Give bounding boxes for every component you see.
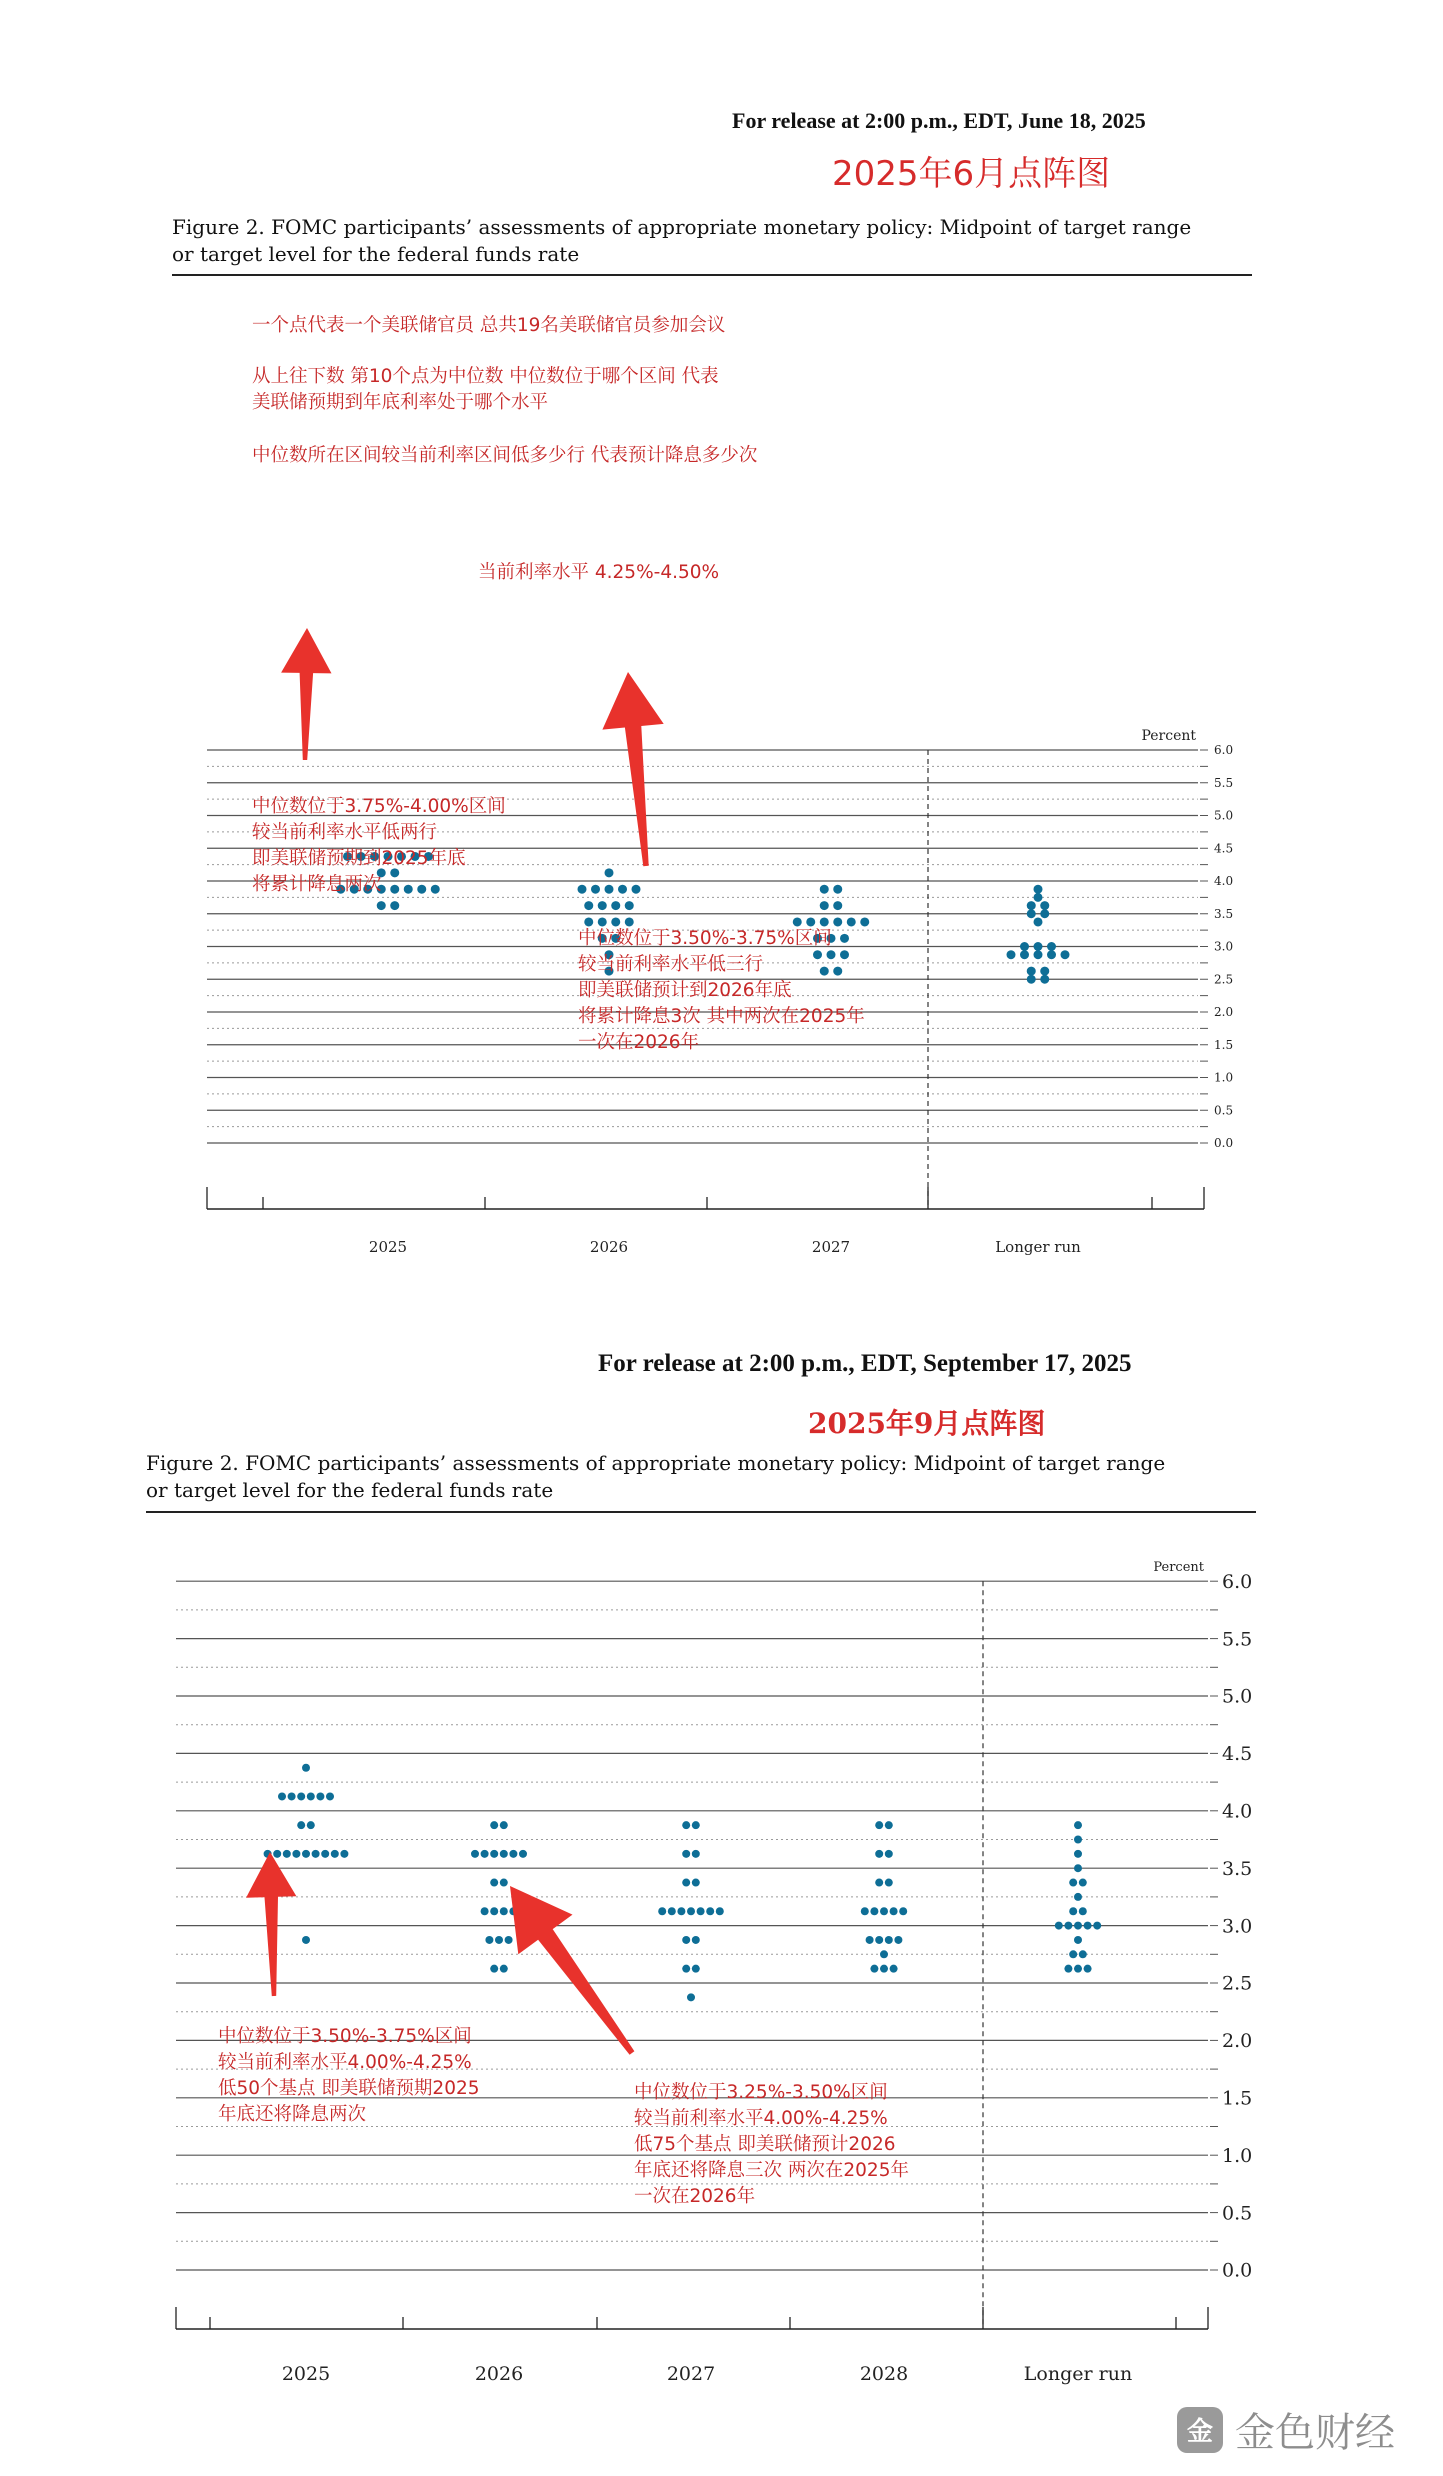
dot-plot-point [890,1907,898,1915]
dot-plot-point [321,1850,329,1858]
dot-plot-point [875,1850,883,1858]
x-category-label: 2027 [811,1238,851,1256]
dot-plot-point [302,1850,310,1858]
dot-plot-point [390,901,399,910]
dot-plot-point [880,1965,888,1973]
sep-left-annotation-line: 中位数位于3.50%-3.75%区间 [218,2026,472,2047]
dot-plot-point [611,901,620,910]
percent-label: Percent [1141,728,1196,744]
dot-plot-point [605,868,614,877]
dot-plot-point [1061,950,1070,959]
dot-plot-point [490,1907,498,1915]
june-top-annotation-4: 中位数所在区间较当前利率区间低多少行 代表预计降息多少次 [252,445,758,466]
dot-plot-point [1074,1965,1082,1973]
dot-plot-point [861,1907,869,1915]
dot-plot-point [273,1850,281,1858]
dot-plot-point [312,1850,320,1858]
sep-caption-line2: or target level for the federal funds rate [146,1478,554,1502]
sep-left-annotation-line: 较当前利率水平4.00%-4.25% [218,2052,472,2073]
y-tick-label: 0.0 [1214,1136,1234,1151]
june-mid-annotation-line: 将累计降息3次 其中两次在2025年 [578,1006,865,1027]
dot-plot-point [1034,942,1043,951]
dot-plot-point [307,1821,315,1829]
y-tick-label: 4.0 [1222,1800,1253,1823]
dot-plot-point [687,1993,695,2001]
dot-plot-point [1079,1907,1087,1915]
dot-plot-point [880,1950,888,1958]
dot-plot-point [297,1792,305,1800]
dot-plot-point [866,1936,874,1944]
dot-plot-point [485,1936,493,1944]
y-tick-label: 5.5 [1214,775,1234,790]
dot-plot-point [687,1907,695,1915]
y-tick-label: 6.0 [1214,743,1234,758]
dot-plot-point [481,1850,489,1858]
dot-plot-point [697,1907,705,1915]
sep-dot-plot [0,1520,1443,2450]
dot-plot-point [1069,1950,1077,1958]
dot-plot-point [682,1936,690,1944]
sep-mid-annotation-line: 中位数位于3.25%-3.50%区间 [634,2082,888,2103]
dot-plot-point [326,1792,334,1800]
dot-plot-point [706,1907,714,1915]
dot-plot-point [283,1850,291,1858]
dot-plot-point [692,1821,700,1829]
sep-release-line: For release at 2:00 p.m., EDT, September 17, 2025 [598,1350,1132,1377]
june-red-title: 2025年6月点阵图 [832,154,1111,194]
dot-plot-point [495,1936,503,1944]
june-left-annotation-line: 即美联储预期到2025年底 [252,848,466,869]
x-category-label: 2025 [368,1238,408,1256]
y-tick-label: 3.0 [1222,1915,1253,1938]
x-category-label: Longer run [995,1238,1081,1256]
x-category-label: 2027 [666,2363,716,2385]
y-tick-label: 0.5 [1214,1103,1234,1118]
dot-plot-point [880,1907,888,1915]
june-release-line: For release at 2:00 p.m., EDT, June 18, 2025 [732,108,1146,133]
dot-plot-point [591,885,600,894]
y-tick-label: 5.0 [1214,808,1234,823]
dot-plot-point [833,885,842,894]
june-current-rate-annotation: 当前利率水平 4.25%-4.50% [478,562,720,583]
sep-mid-annotation-line: 一次在2026年 [634,2186,756,2207]
dot-plot-point [682,1850,690,1858]
dot-plot-point [519,1850,527,1858]
dot-plot-point [307,1792,315,1800]
dot-plot-point [1084,1922,1092,1930]
dot-plot-point [302,1936,310,1944]
sep-figure-caption [146,1450,1256,1504]
dot-plot-point [692,1879,700,1887]
dot-plot-point [716,1907,724,1915]
x-category-label: 2026 [474,2363,524,2385]
y-tick-label: 2.5 [1222,1972,1253,1995]
june-mid-annotation-line: 较当前利率水平低三行 [578,954,764,975]
dot-plot-point [1040,967,1049,976]
x-category-label: 2026 [589,1238,629,1256]
dot-plot-point [331,1850,339,1858]
watermark-logo-icon: 金 [1177,2407,1223,2453]
dot-plot-point [1027,967,1036,976]
dot-plot-point [377,901,386,910]
dot-plot-point [481,1907,489,1915]
dot-plot-point [490,1879,498,1887]
sep-mid-annotation-line: 年底还将降息三次 两次在2025年 [634,2160,909,2181]
dot-plot-point [677,1907,685,1915]
dot-plot-point [870,1965,878,1973]
y-tick-label: 2.0 [1214,1005,1234,1020]
dot-plot-point [682,1879,690,1887]
dot-plot-point [870,1907,878,1915]
dot-plot-point [288,1792,296,1800]
dot-plot-point [1040,909,1049,918]
sep-mid-annotation [634,2080,909,2210]
y-tick-label: 1.0 [1222,2144,1253,2167]
y-tick-label: 0.0 [1222,2259,1253,2282]
dot-plot-point [1027,975,1036,984]
dot-plot-point [278,1792,286,1800]
dot-plot-point [820,901,829,910]
june-top-annotation-1: 一个点代表一个美联储官员 总共19名美联储官员参加会议 [252,315,726,336]
june-caption-line1: Figure 2. FOMC participants’ assessments of appropriate monetary policy: Midpoint of target range [172,215,1192,239]
dot-plot-point [500,1965,508,1973]
dot-plot-point [1007,950,1016,959]
dot-plot-point [316,1792,324,1800]
dot-plot-point [833,901,842,910]
y-tick-label: 2.0 [1222,2030,1253,2053]
dot-plot-point [584,901,593,910]
dot-plot-point [1040,901,1049,910]
dot-plot-point [1020,942,1029,951]
y-tick-label: 0.5 [1222,2202,1253,2225]
sep-left-annotation-line: 年底还将降息两次 [218,2104,367,2125]
dot-plot-point [1047,950,1056,959]
dot-plot-point [509,1850,517,1858]
sep-caption-rule [146,1511,1256,1513]
dot-plot-point [1055,1922,1063,1930]
dot-plot-point [500,1850,508,1858]
dot-plot-point [1084,1965,1092,1973]
dot-plot-point [885,1821,893,1829]
y-tick-label: 5.0 [1222,1685,1253,1708]
dot-plot-point [340,1850,348,1858]
dot-plot-point [658,1907,666,1915]
dot-plot-point [1027,901,1036,910]
sep-red-title: 2025年9月点阵图 [808,1407,1046,1440]
dot-plot-point [1034,917,1043,926]
june-mid-annotation-line: 即美联储预计到2026年底 [578,980,792,1001]
dot-plot-point [1074,1821,1082,1829]
y-tick-label: 3.0 [1214,939,1234,954]
dot-plot-point [894,1936,902,1944]
dot-plot-point [820,885,829,894]
dot-plot-point [490,1850,498,1858]
dot-plot-point [682,1821,690,1829]
y-tick-label: 3.5 [1222,1857,1253,1880]
sep-caption-line1: Figure 2. FOMC participants’ assessments of appropriate monetary policy: Midpoint of target range [146,1451,1166,1475]
y-tick-label: 4.0 [1214,874,1234,889]
y-tick-label: 6.0 [1222,1570,1253,1593]
y-tick-label: 2.5 [1214,972,1234,987]
dot-plot-point [1034,885,1043,894]
dot-plot-point [618,885,627,894]
dot-plot-point [1034,950,1043,959]
dot-plot-point [598,901,607,910]
dot-plot-point [1074,1850,1082,1858]
dot-plot-point [490,1821,498,1829]
dot-plot-point [1074,1922,1082,1930]
dot-plot-point [490,1965,498,1973]
dot-plot-point [1069,1879,1077,1887]
dot-plot-point [302,1764,310,1772]
y-tick-label: 4.5 [1214,841,1234,856]
dot-plot-point [500,1879,508,1887]
dot-plot-point [1074,1893,1082,1901]
sep-left-annotation-line: 低50个基点 即美联储预期2025 [218,2078,480,2099]
june-left-annotation-line: 中位数位于3.75%-4.00%区间 [252,796,506,817]
percent-label: Percent [1153,1560,1204,1576]
dot-plot-point [1093,1922,1101,1930]
dot-plot-point [505,1936,513,1944]
june-left-annotation-line: 较当前利率水平低两行 [252,822,438,843]
june-mid-arrow-icon [602,672,663,866]
watermark [1177,2401,1395,2458]
x-category-label: 2028 [859,2363,909,2385]
dot-plot-point [1069,1907,1077,1915]
x-category-label: Longer run [1023,2363,1133,2385]
dot-plot-point [692,1850,700,1858]
dot-plot-point [297,1821,305,1829]
dot-plot-point [1040,975,1049,984]
y-tick-label: 1.0 [1214,1070,1234,1085]
dot-plot-point [292,1850,300,1858]
june-mid-annotation-line: 中位数位于3.50%-3.75%区间 [578,928,832,949]
dot-plot-point [1074,1936,1082,1944]
june-left-annotation-line: 将累计降息两次 [252,874,382,895]
dot-plot-point [1047,942,1056,951]
dot-plot-point [1064,1965,1072,1973]
june-top-annotation-2: 从上往下数 第10个点为中位数 中位数位于哪个区间 代表 [252,366,719,387]
dot-plot-point [605,885,614,894]
dot-plot-point [875,1936,883,1944]
dot-plot-point [890,1965,898,1973]
june-mid-annotation-line: 一次在2026年 [578,1032,700,1053]
june-mid-annotation [578,926,865,1056]
dot-plot-point [885,1850,893,1858]
dot-plot-point [625,901,634,910]
june-caption-line2: or target level for the federal funds rate [172,242,580,266]
dot-plot-point [578,885,587,894]
watermark-text: 金色财经 [1235,2410,1395,2456]
sep-mid-arrow-icon [510,1886,634,2055]
dot-plot-point [885,1936,893,1944]
dot-plot-point [875,1821,883,1829]
y-tick-label: 1.5 [1214,1037,1234,1052]
y-tick-label: 4.5 [1222,1743,1253,1766]
dot-plot-point [875,1879,883,1887]
dot-plot-point [1079,1950,1087,1958]
june-left-arrow-icon [281,628,331,760]
dot-plot-point [1079,1879,1087,1887]
dot-plot-point [500,1821,508,1829]
dot-plot-point [668,1907,676,1915]
y-tick-label: 3.5 [1214,906,1234,921]
dot-plot-point [692,1936,700,1944]
dot-plot-point [500,1907,508,1915]
dot-plot-point [692,1965,700,1973]
y-tick-label: 5.5 [1222,1628,1253,1651]
dot-plot-point [1020,950,1029,959]
sep-mid-annotation-line: 低75个基点 即美联储预计2026 [634,2134,896,2155]
dot-plot-point [1064,1922,1072,1930]
dot-plot-point [471,1850,479,1858]
sep-left-annotation [218,2024,480,2128]
dot-plot-point [885,1879,893,1887]
dot-plot-point [1074,1864,1082,1872]
dot-plot-point [1074,1836,1082,1844]
sep-left-arrow-icon [246,1852,296,1996]
dot-plot-point [899,1907,907,1915]
dot-plot-point [632,885,641,894]
dot-plot-point [682,1965,690,1973]
y-tick-label: 1.5 [1222,2087,1253,2110]
sep-mid-annotation-line: 较当前利率水平4.00%-4.25% [634,2108,888,2129]
dot-plot-point [1027,909,1036,918]
june-top-annotation-3: 美联储预期到年底利率处于哪个水平 [252,392,549,413]
x-category-label: 2025 [281,2363,331,2385]
june-left-annotation [252,794,506,898]
dot-plot-point [1034,893,1043,902]
